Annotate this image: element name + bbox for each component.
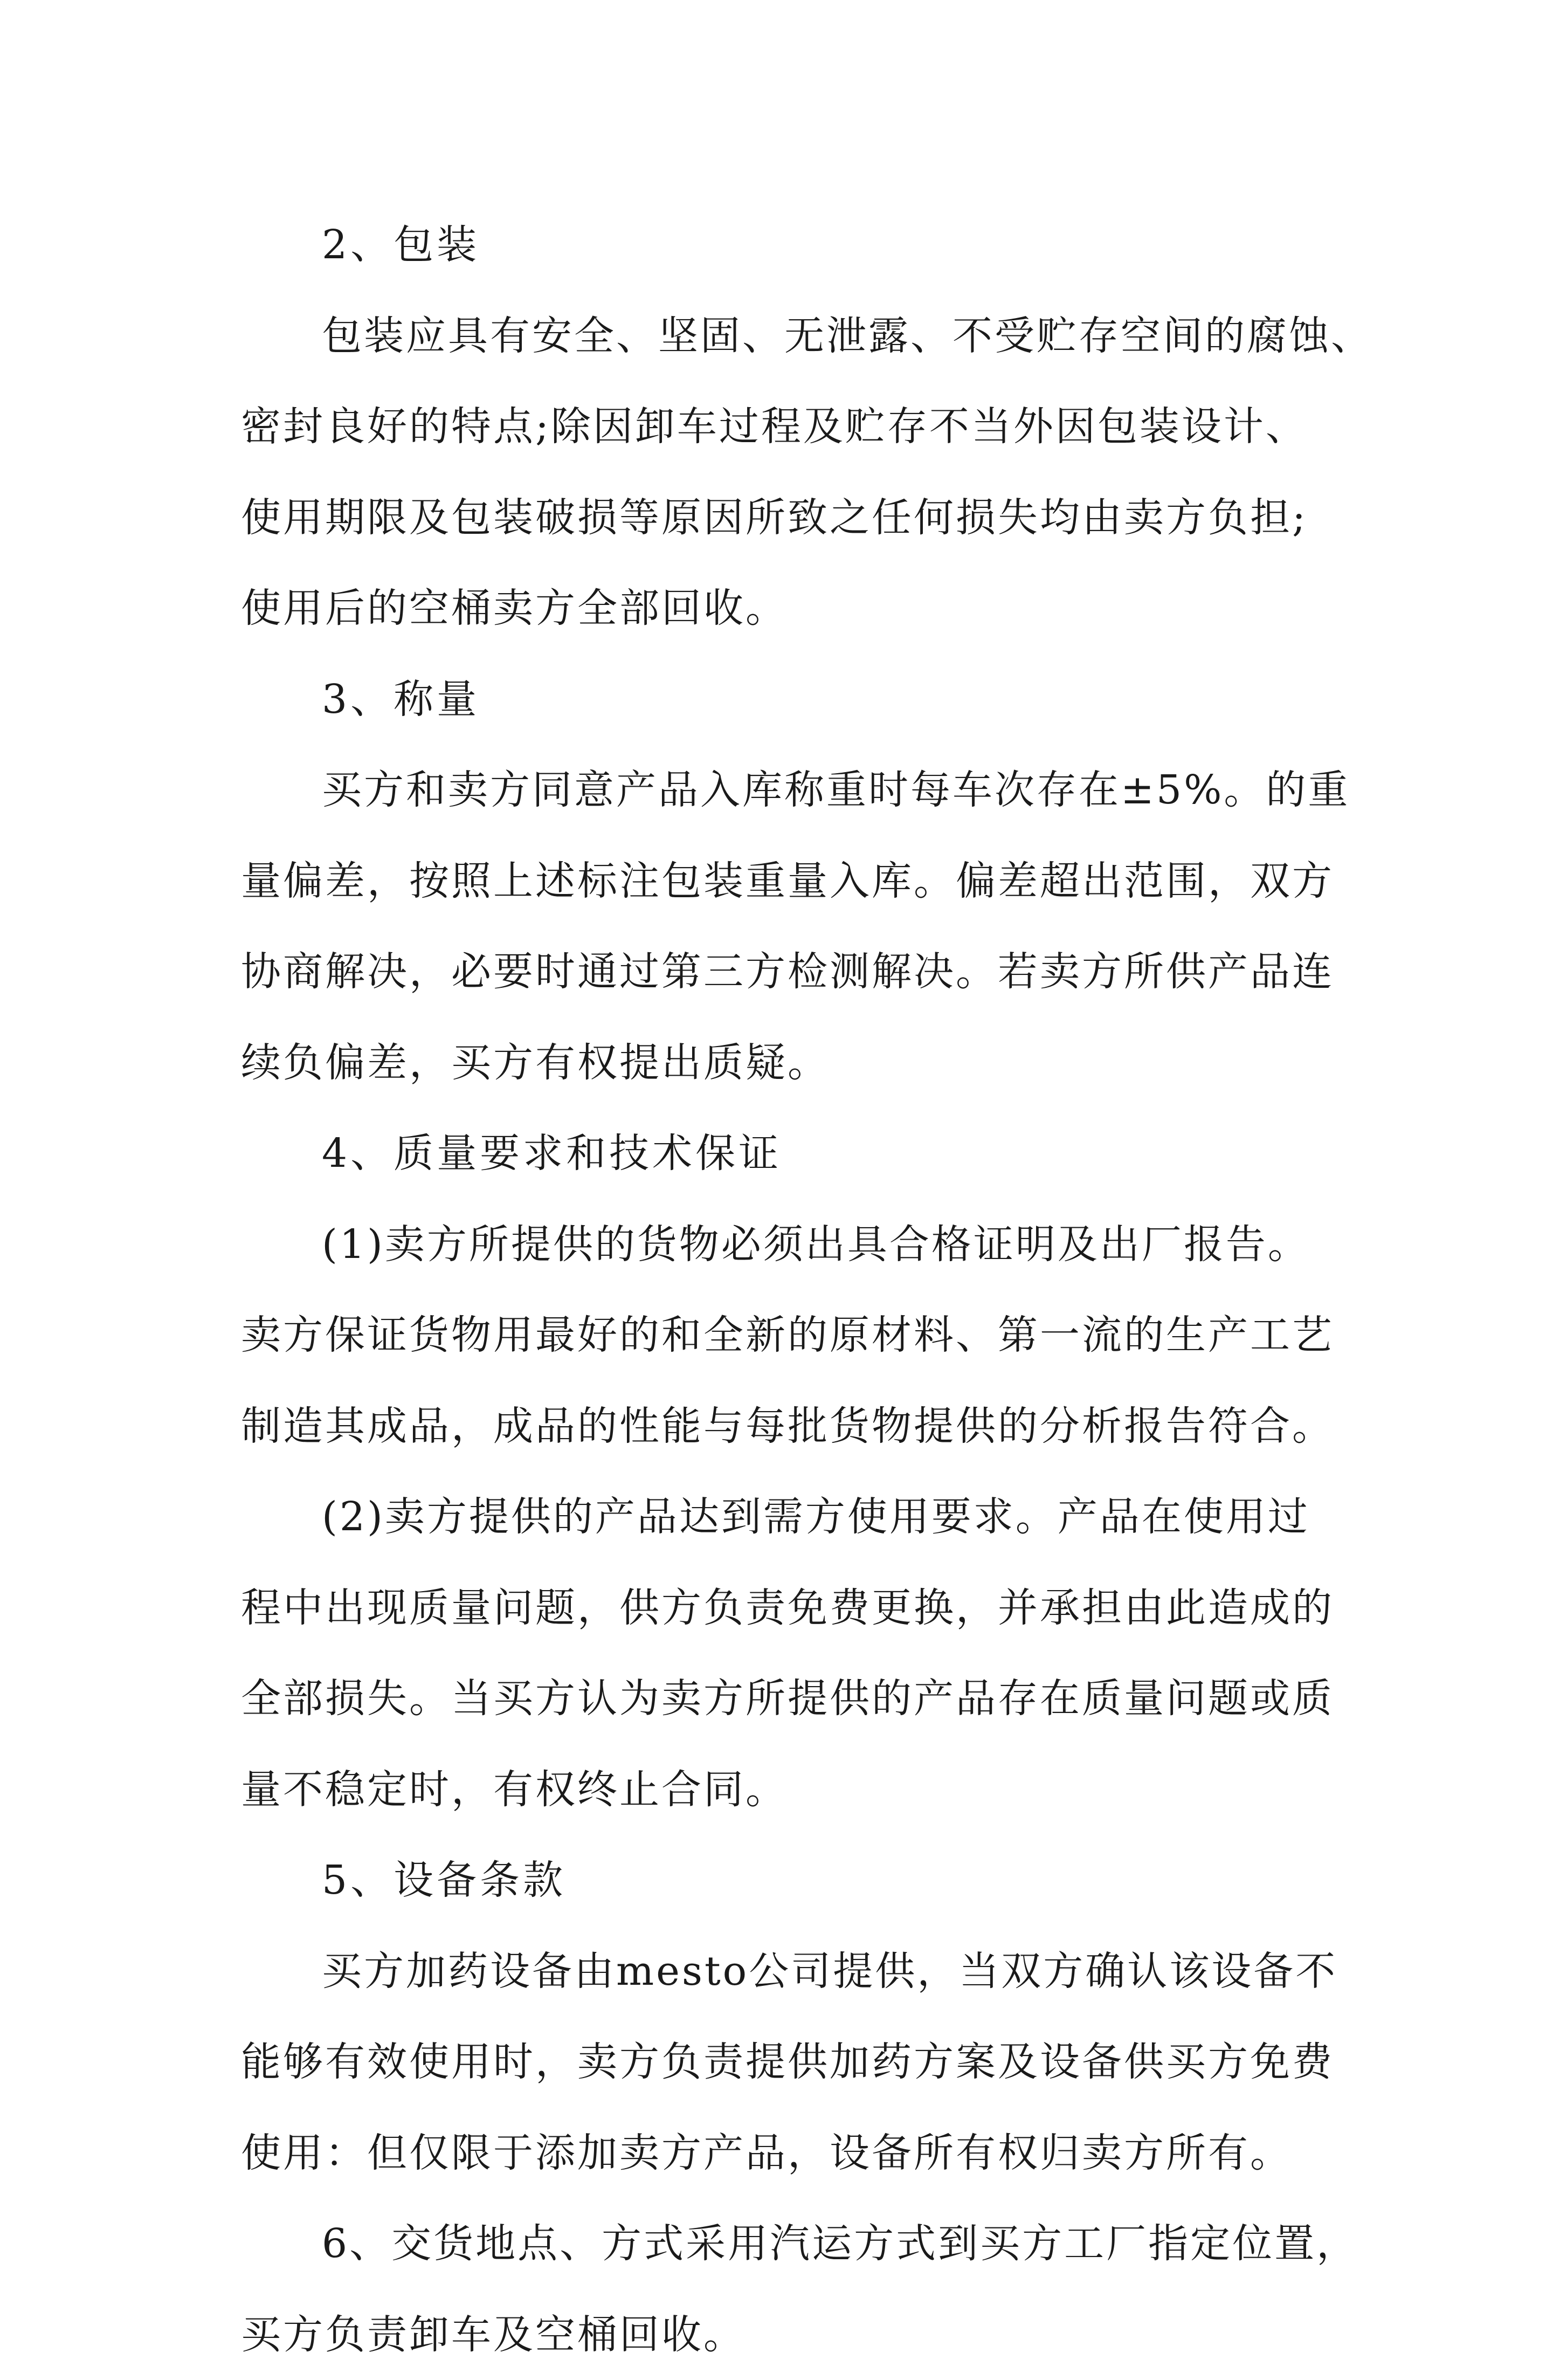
paragraph-line: 使用：但仅限于添加卖方产品，设备所有权归卖方所有。 [241, 2108, 1324, 2199]
section-heading-equipment: 5、设备条款 [241, 1835, 1324, 1926]
paragraph-line: 密封良好的特点;除因卸车过程及贮存不当外因包装设计、 [241, 381, 1324, 472]
paragraph-line: 买方和卖方同意产品入库称重时每车次存在±5%。的重 [241, 745, 1324, 836]
paragraph-line: 制造其成品，成品的性能与每批货物提供的分析报告符合。 [241, 1381, 1324, 1472]
section-heading-weighing: 3、称量 [241, 654, 1324, 745]
paragraph-line: 买方加药设备由mesto公司提供，当双方确认该设备不 [241, 1926, 1324, 2017]
paragraph-line: 续负偏差，买方有权提出质疑。 [241, 1017, 1324, 1109]
paragraph-line: 包装应具有安全、坚固、无泄露、不受贮存空间的腐蚀、 [241, 291, 1324, 382]
section-heading-delivery: 6、交货地点、方式采用汽运方式到买方工厂指定位置， [241, 2198, 1324, 2289]
paragraph-line: 卖方保证货物用最好的和全新的原材料、第一流的生产工艺 [241, 1290, 1324, 1381]
paragraph-line: 量不稳定时，有权终止合同。 [241, 1744, 1324, 1835]
paragraph-line: 使用后的空桶卖方全部回收。 [241, 563, 1324, 654]
paragraph-line: (2)卖方提供的产品达到需方使用要求。产品在使用过 [241, 1471, 1324, 1563]
section-heading-quality: 4、质量要求和技术保证 [241, 1108, 1324, 1199]
paragraph-line: 量偏差，按照上述标注包装重量入库。偏差超出范围，双方 [241, 836, 1324, 927]
paragraph-line: 买方负责卸车及空桶回收。 [241, 2289, 1324, 2380]
section-heading-packaging: 2、包装 [241, 200, 1324, 291]
paragraph-line: 全部损失。当买方认为卖方所提供的产品存在质量问题或质 [241, 1653, 1324, 1744]
document-body [241, 200, 1324, 2380]
paragraph-line: 程中出现质量问题，供方负责免费更换，并承担由此造成的 [241, 1563, 1324, 1654]
paragraph-line: 使用期限及包装破损等原因所致之任何损失均由卖方负担; [241, 472, 1324, 563]
paragraph-line: 能够有效使用时，卖方负责提供加药方案及设备供买方免费 [241, 2017, 1324, 2108]
paragraph-line: 协商解决，必要时通过第三方检测解决。若卖方所供产品连 [241, 926, 1324, 1017]
paragraph-line: (1)卖方所提供的货物必须出具合格证明及出厂报告。 [241, 1199, 1324, 1290]
